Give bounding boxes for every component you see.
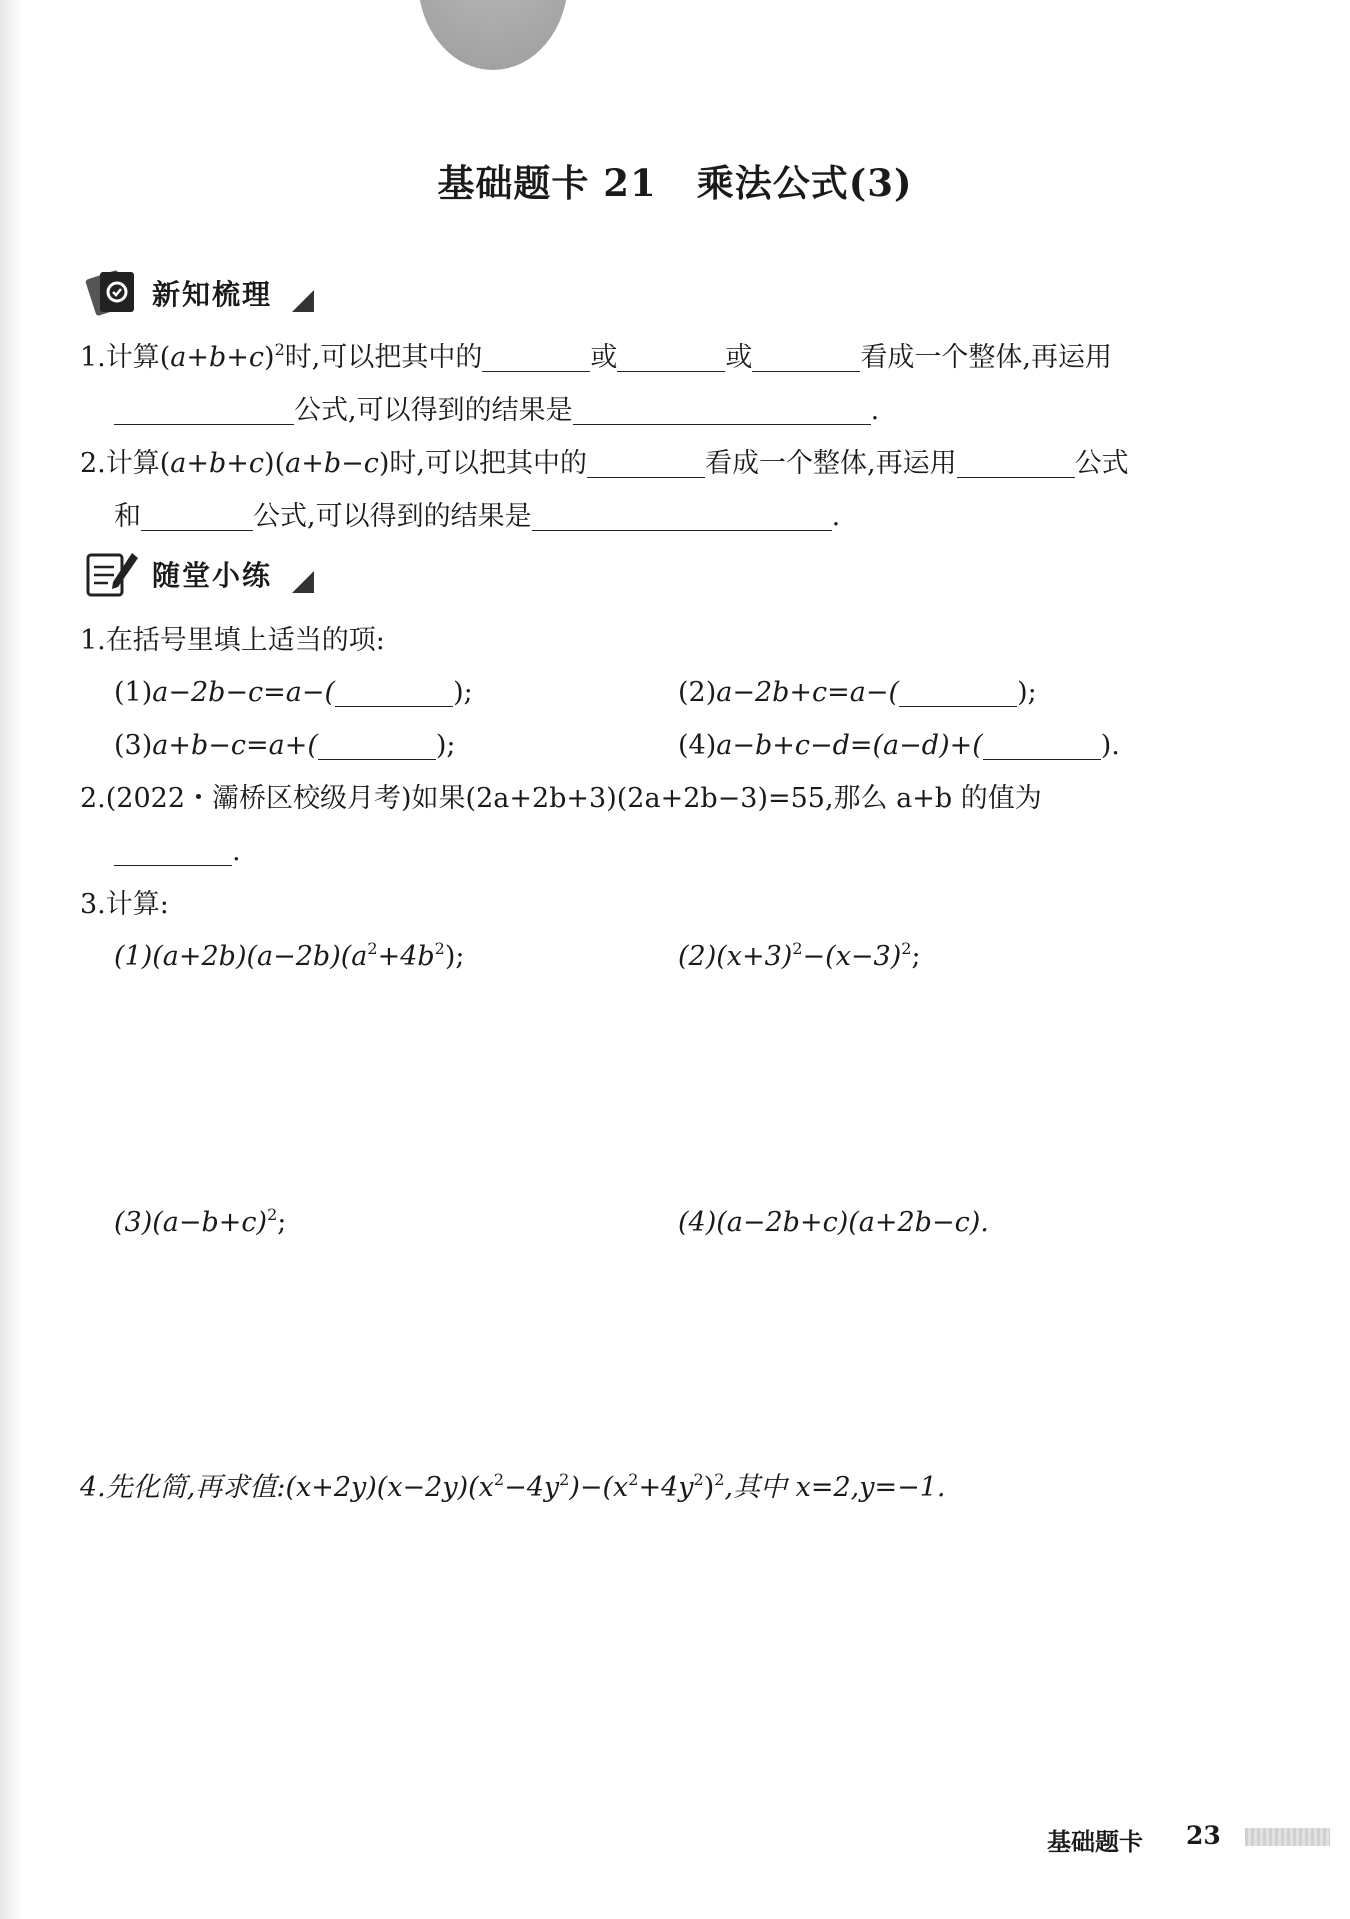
blank-input[interactable] (318, 731, 436, 760)
footer-bar-decoration (1245, 1828, 1330, 1846)
s2-q1-part3: (3)a+b−c=a+( ); (114, 730, 456, 761)
s1-q2-line1: 2.计算(a+b+c)(a+b−c)时,可以把其中的 看成一个整体,再运用 公式 (80, 448, 1129, 479)
blank-input[interactable] (532, 502, 832, 531)
s2-q1-stem: 1.在括号里填上适当的项: (80, 625, 385, 656)
s2-q3-stem: 3.计算: (80, 889, 169, 920)
blank-input[interactable] (957, 449, 1075, 478)
blank-input[interactable] (617, 343, 725, 372)
page-number: 23 (1186, 1821, 1221, 1850)
s2-q1-part2: (2)a−2b+c=a−( ); (678, 677, 1037, 708)
blank-input[interactable] (587, 449, 705, 478)
blank-input[interactable] (141, 502, 253, 531)
s2-q3-part4: (4)(a−2b+c)(a+2b−c). (678, 1207, 989, 1238)
section-header-new-knowledge (84, 268, 314, 318)
s1-q1-line1: 1.计算$(a+b+c)^2$时,可以把其中的 或 或 看成一个整体,再运用 (80, 340, 1112, 373)
corner-triangle-icon (292, 290, 314, 312)
corner-triangle-icon (292, 571, 314, 593)
blank-input[interactable] (335, 678, 453, 707)
s2-q4-stem: 4.先化简,再求值$:(x+2y)(x-2y)(x^2-4y^2)-(x^2+4y^2)^2$,其中 x=2,y=−1. (80, 1470, 946, 1503)
title-card-number: 基础题卡 21 (437, 161, 657, 205)
s1-q2-line2: 和 公式,可以得到的结果是 . (114, 501, 841, 532)
blank-input[interactable] (983, 731, 1101, 760)
section-label: 随堂小练 (152, 559, 273, 592)
blank-input[interactable] (114, 396, 294, 425)
section-label: 新知梳理 (152, 278, 273, 311)
blank-input[interactable] (573, 396, 871, 425)
s2-q3-part2: $(2)(x+3)^2-(x-3)^2$; (678, 939, 921, 972)
title-topic: 乘法公式(3) (696, 161, 913, 205)
page-tab-decoration (418, 0, 568, 70)
s2-q1-part1: (1)a−2b−c=a−( ); (114, 677, 473, 708)
s1-q1-line2: 公式,可以得到的结果是 . (114, 391, 879, 431)
notebook-pencil-icon (84, 549, 140, 599)
blank-input[interactable] (482, 343, 590, 372)
s2-q3-part3: $(3)(a-b+c)^2$; (114, 1205, 287, 1238)
footer-label: 基础题卡 (1047, 1828, 1143, 1856)
blank-input[interactable] (899, 678, 1017, 707)
blank-input[interactable] (752, 343, 860, 372)
section-header-class-practice (84, 549, 314, 599)
s2-q1-part4: (4)a−b+c−d=(a−d)+( ). (678, 730, 1120, 761)
s2-q2-answer: . (114, 832, 241, 872)
knowledge-cards-icon (84, 268, 140, 318)
blank-input[interactable] (114, 837, 232, 866)
s2-q3-part1: $(1)(a+2b)(a-2b)(a^2+4b^2)$; (114, 939, 465, 972)
page-edge-shadow (0, 0, 22, 1919)
s2-q2-stem: 2.(2022・灞桥区校级月考)如果(2a+2b+3)(2a+2b−3)=55,那么 a+b 的值为 (80, 783, 1042, 814)
page-title (0, 153, 1350, 207)
